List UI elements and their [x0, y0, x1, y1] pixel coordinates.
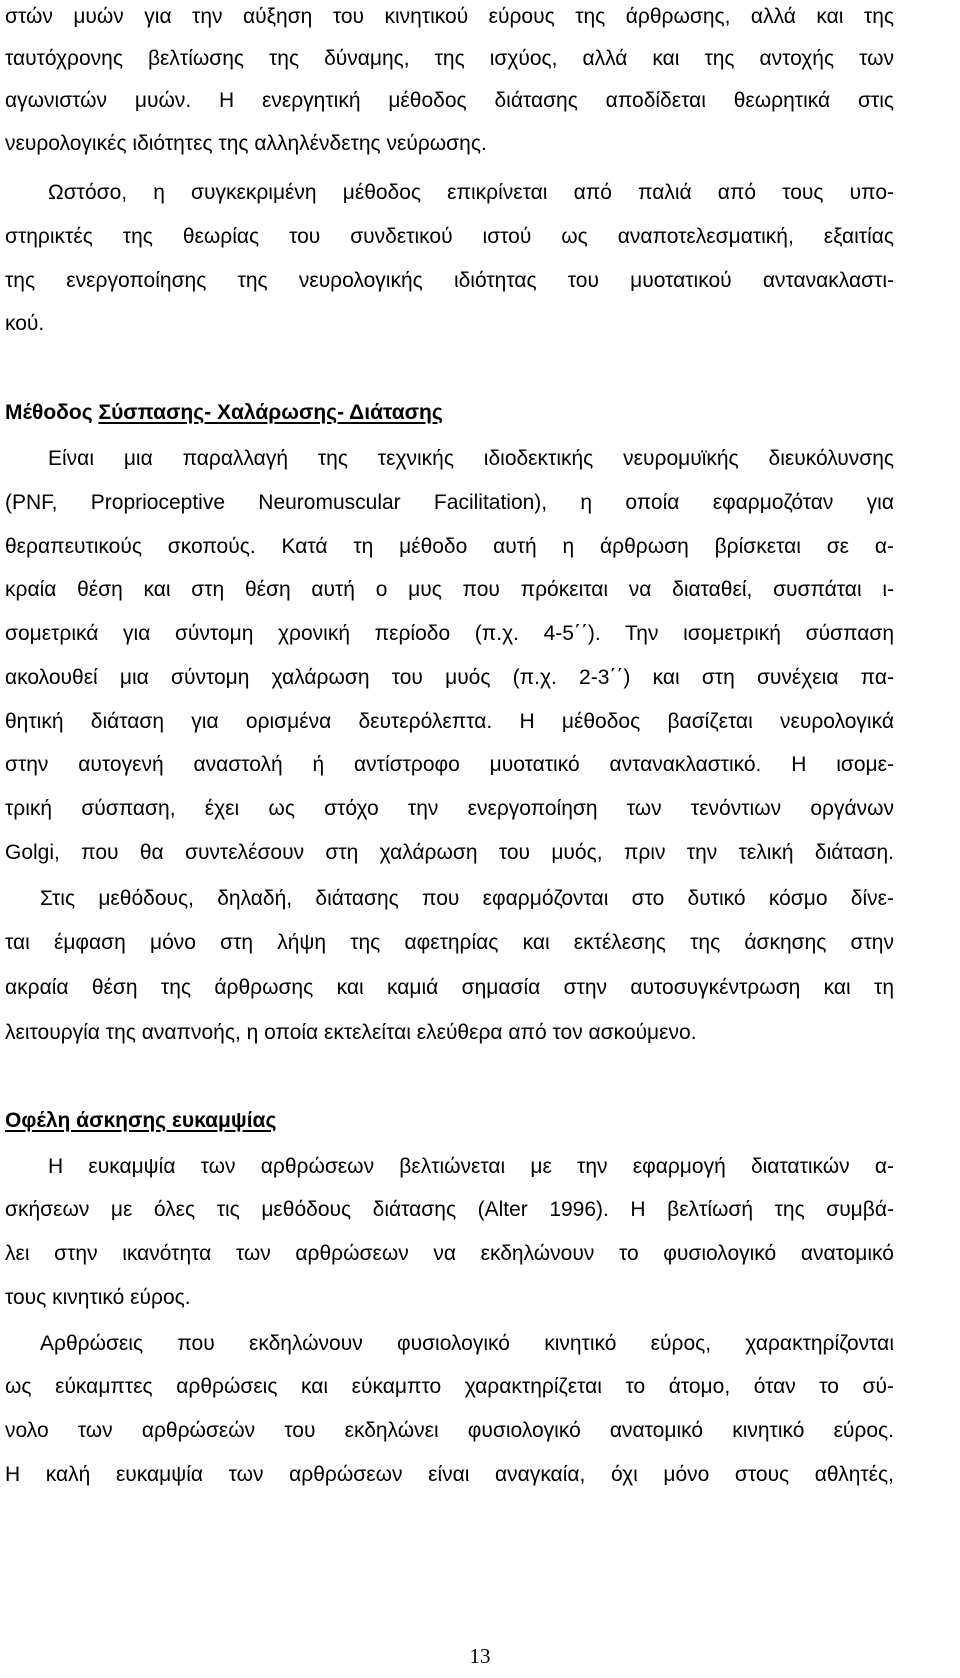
text-line: Η ευκαμψία των αρθρώσεων βελτιώνεται με την εφαρμογή διατατικών α-: [48, 1155, 894, 1178]
text-line: σκήσεων με όλες τις μεθόδους διάτασης (Alter 1996). Η βελτίωσή της συμβά-: [5, 1198, 894, 1221]
text-line: λειτουργία της αναπνοής, η οποία εκτελείται ελεύθερα από τον ασκούμενο.: [5, 1021, 697, 1044]
text-line: ται έμφαση μόνο στη λήψη της αφετηρίας και εκτέλεσης της άσκησης στην: [5, 931, 894, 954]
text-line: νευρολογικές ιδιότητες της αλληλένδετης νεύρωσης.: [5, 132, 487, 155]
text-line: Στις μεθόδους, δηλαδή, διάτασης που εφαρμόζονται στο δυτικό κόσμο δίνε-: [40, 887, 894, 910]
text-line: στών μυών για την αύξηση του κινητικού εύρους της άρθρωσης, αλλά και της: [5, 5, 894, 28]
text-line: Η καλή ευκαμψία των αρθρώσεων είναι αναγκαία, όχι μόνο στους αθλητές,: [5, 1463, 894, 1486]
text-line: θητική διάταση για ορισμένα δευτερόλεπτα. Η μέθοδος βασίζεται νευρολογικά: [5, 710, 894, 733]
text-line: ακολουθεί μια σύντομη χαλάρωση του μυός (π.χ. 2-3΄΄) και στη συνέχεια πα-: [5, 666, 894, 689]
text-line: στην αυτογενή αναστολή ή αντίστροφο μυοτατικό αντανακλαστικό. Η ισομε-: [5, 753, 894, 776]
text-line: Ωστόσο, η συγκεκριμένη μέθοδος επικρίνεται από παλιά από τους υπο-: [48, 181, 894, 204]
heading-part-underlined: Σύσπασης- Χαλάρωσης- Διάτασης: [98, 401, 443, 424]
section-heading-pnf: [5, 400, 443, 426]
text-line: Αρθρώσεις που εκδηλώνουν φυσιολογικό κινητικό εύρος, χαρακτηρίζονται: [40, 1332, 894, 1355]
text-line: κού.: [5, 312, 45, 335]
text-line: στηρικτές της θεωρίας του συνδετικού ιστού ως αναποτελεσματική, εξαιτίας: [5, 225, 894, 248]
text-line: Golgi, που θα συντελέσουν στη χαλάρωση του μυός, πριν την τελική διάταση.: [5, 841, 894, 864]
text-line: νολο των αρθρώσεών του εκδηλώνει φυσιολογικό ανατομικό κινητικό εύρος.: [5, 1419, 894, 1442]
page-number: 13: [469, 1644, 491, 1668]
section-heading-benefits: [5, 1108, 276, 1134]
heading-part-underlined: Οφέλη άσκησης ευκαμψίας: [5, 1109, 277, 1132]
text-line: της ενεργοποίησης της νευρολογικής ιδιότητας του μυοτατικού αντανακλαστι-: [5, 269, 894, 292]
text-line: τους κινητικό εύρος.: [5, 1286, 191, 1309]
text-line: (PNF, Proprioceptive Neuromuscular Facilitation), η οποία εφαρμοζόταν για: [5, 491, 894, 514]
text-line: κραία θέση και στη θέση αυτή ο μυς που πρόκειται να διαταθεί, συσπάται ι-: [5, 578, 894, 601]
text-line: ταυτόχρονης βελτίωσης της δύναμης, της ισχύος, αλλά και της αντοχής των: [5, 47, 894, 70]
text-line: λει στην ικανότητα των αρθρώσεων να εκδηλώνουν το φυσιολογικό ανατομικό: [5, 1242, 894, 1265]
text-line: ακραία θέση της άρθρωσης και καμιά σημασία στην αυτοσυγκέντρωση και τη: [5, 976, 894, 999]
text-line: αγωνιστών μυών. Η ενεργητική μέθοδος διάτασης αποδίδεται θεωρητικά στις: [5, 89, 894, 112]
text-line: τρική σύσπαση, έχει ως στόχο την ενεργοποίηση των τενόντιων οργάνων: [5, 797, 894, 820]
heading-part: Μέθοδος: [5, 401, 99, 424]
text-line: Είναι μια παραλλαγή της τεχνικής ιδιοδεκτικής νευρομυϊκής διευκόλυνσης: [48, 447, 894, 470]
text-line: ως εύκαμπτες αρθρώσεις και εύκαμπτο χαρακτηρίζεται το άτομο, όταν το σύ-: [5, 1375, 894, 1398]
text-line: σομετρικά για σύντομη χρονική περίοδο (π.χ. 4-5΄΄). Την ισομετρική σύσπαση: [5, 622, 894, 645]
text-line: θεραπευτικούς σκοπούς. Κατά τη μέθοδο αυτή η άρθρωση βρίσκεται σε α-: [5, 535, 894, 558]
